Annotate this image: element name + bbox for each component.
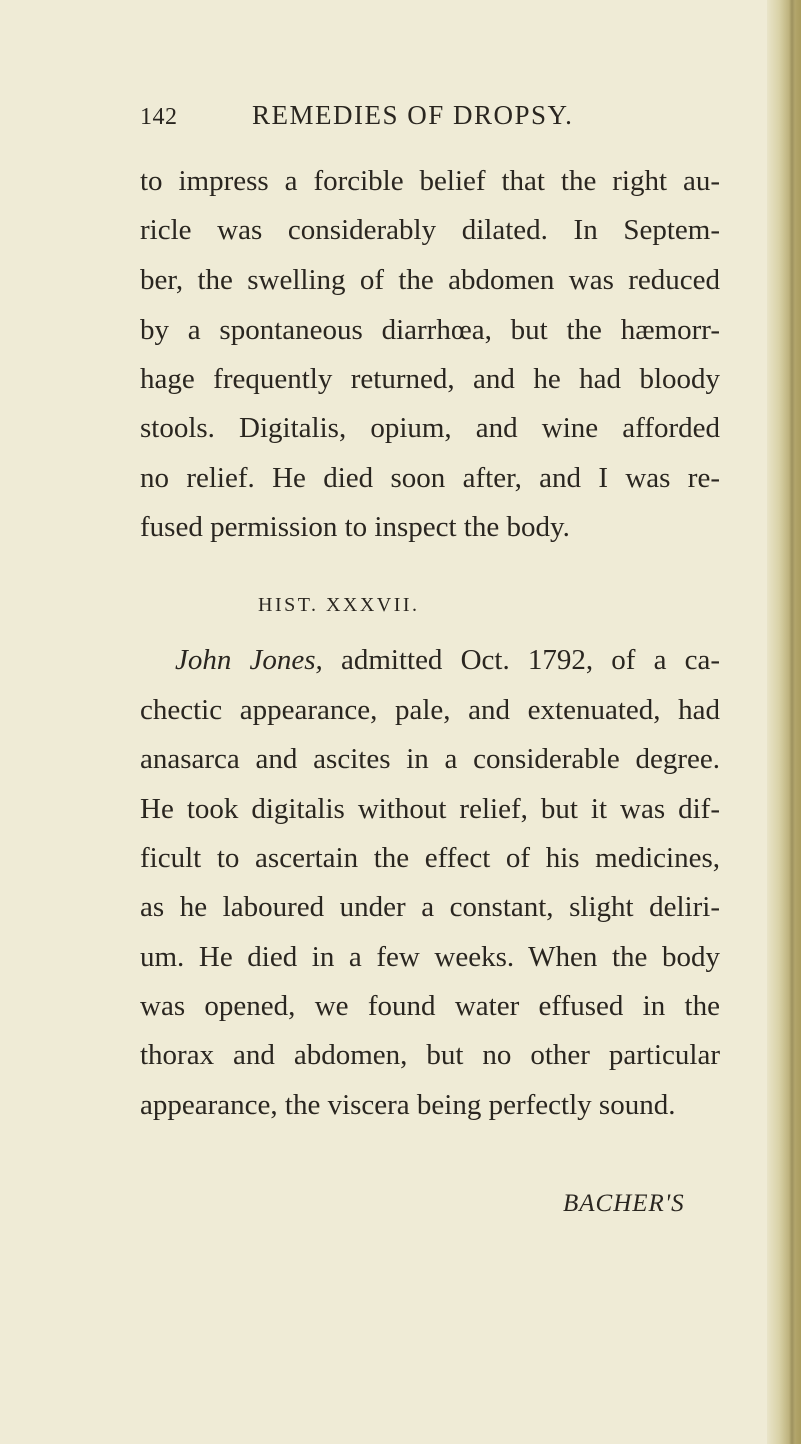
patient-name: John Jones,	[175, 644, 323, 676]
text-line-first	[175, 642, 720, 678]
running-head: REMEDIES OF DROPSY.	[252, 100, 574, 130]
text-line: chectic appearance, pale, and extenuated, had	[140, 694, 720, 726]
page-edge-shadow	[789, 0, 795, 1444]
text-line: ber, the swelling of the abdomen was reduced	[140, 264, 720, 296]
text-line: as he laboured under a constant, slight deliri-	[140, 891, 720, 923]
text-line: no relief. He died soon after, and I was re-	[140, 462, 720, 494]
page-edge	[767, 0, 801, 1444]
text-line: was opened, we found water effused in the	[140, 990, 720, 1022]
text-line-rest: admitted Oct. 1792, of a ca-	[322, 644, 720, 676]
text-line: anasarca and ascites in a considerable degree.	[140, 743, 720, 775]
text-line: appearance, the viscera being perfectly sound.	[140, 1089, 676, 1121]
text-line: by a spontaneous diarrhœa, but the hæmorr-	[140, 314, 720, 346]
page-number: 142	[140, 104, 178, 130]
text-line: ficult to ascertain the effect of his medicines,	[140, 842, 720, 874]
catchword: BACHER'S	[563, 1190, 685, 1217]
page-header	[140, 100, 780, 140]
text-line: stools. Digitalis, opium, and wine afforded	[140, 412, 720, 444]
text-line: hage frequently returned, and he had bloody	[140, 363, 720, 395]
text-line: fused permission to inspect the body.	[140, 511, 570, 543]
text-line: ricle was considerably dilated. In Septem-	[140, 214, 720, 246]
text-line: He took digitalis without relief, but it was dif-	[140, 793, 720, 825]
text-line: thorax and abdomen, but no other particular	[140, 1039, 720, 1071]
section-title: HIST. XXXVII.	[258, 594, 420, 616]
text-line: um. He died in a few weeks. When the body	[140, 941, 720, 973]
text-line: to impress a forcible belief that the right au-	[140, 165, 720, 197]
